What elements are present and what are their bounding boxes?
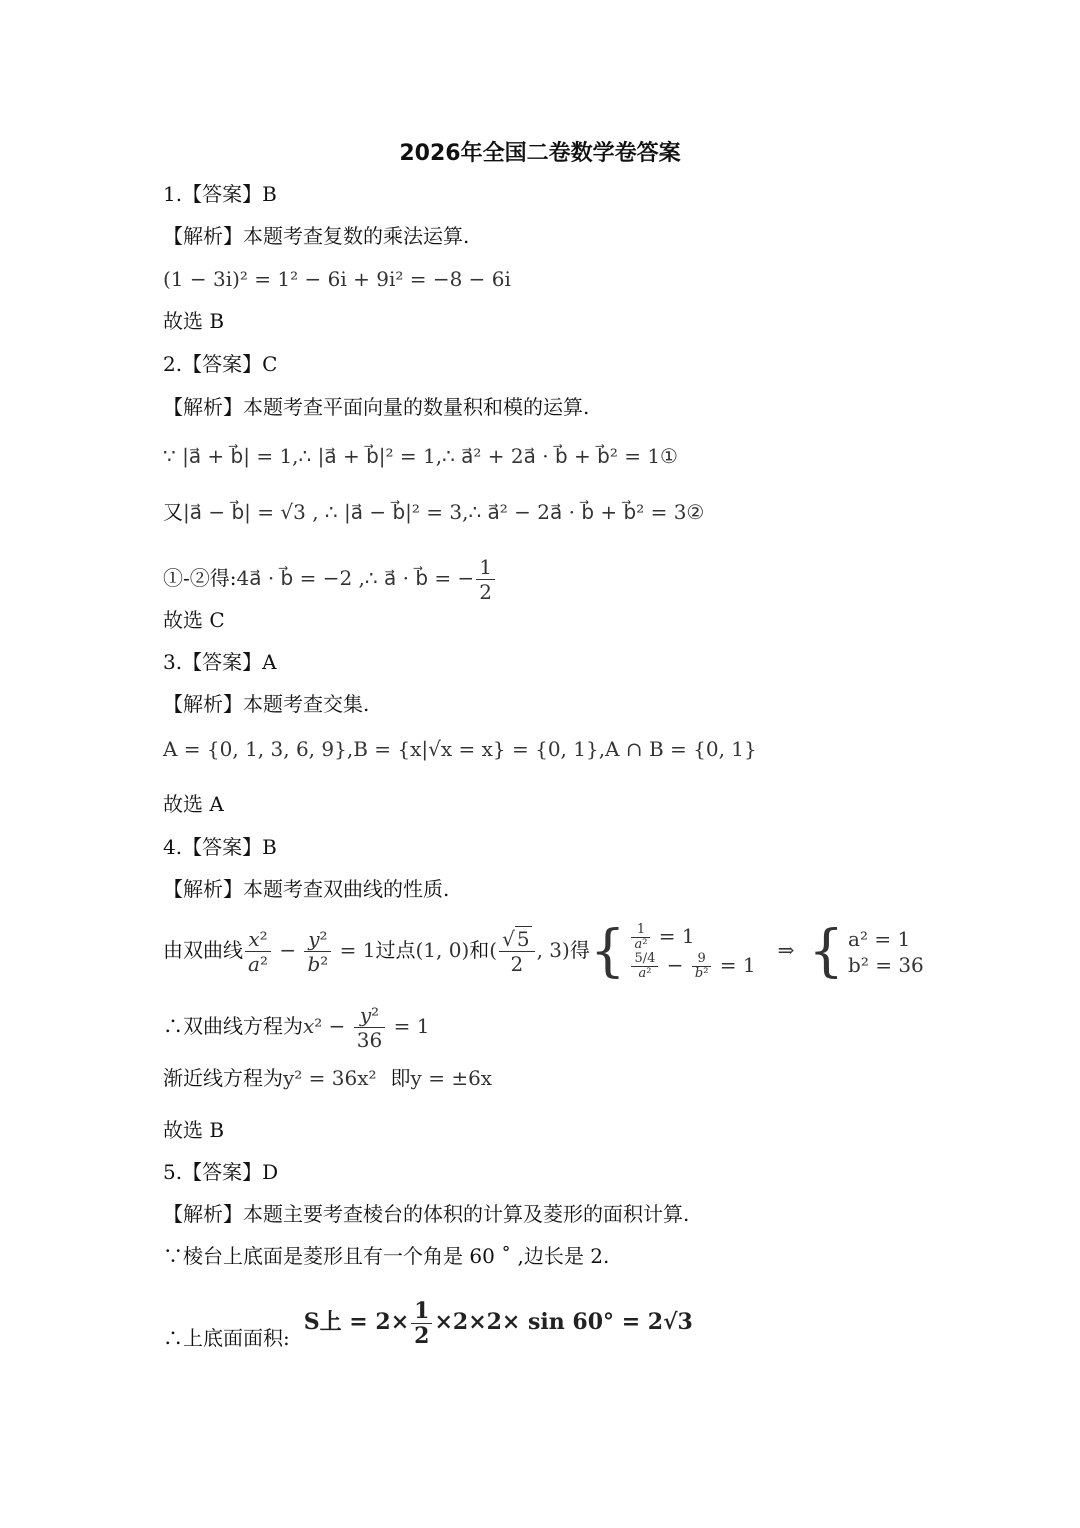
q1-conclusion: 故选 B bbox=[163, 309, 225, 333]
q4-frac-sqrt5-2: $\frac{√ 5}{2}$ bbox=[499, 927, 534, 976]
q2-line3-formula: 4a⃗ · b⃗ = −2 ,∴ a⃗ · b⃗ = − bbox=[236, 566, 475, 590]
q2-line3-prefix: ①-②得: bbox=[163, 566, 237, 590]
q2-frac-num: 1 bbox=[476, 555, 495, 580]
q4-system-left: $\frac{1}{\text{a²}}$ = 1 $\frac{5/4}{\text{a²}}$ − $\frac{9}{\text{b²}}$ = 1 bbox=[629, 923, 755, 981]
q4-answer: 4.【答案】B bbox=[163, 835, 277, 859]
q1-answer: 1.【答案】B bbox=[163, 182, 277, 206]
q4-asymptote-line bbox=[163, 1064, 492, 1092]
q5-area-formula-b: ×2×2× sin 60° = 2√3 bbox=[434, 1309, 693, 1335]
q5-area-formula-a: S上 = 2× bbox=[303, 1309, 410, 1335]
q2-line2-formula: |a⃗ − b⃗| = √3 , ∴ |a⃗ − b⃗|² = 3,∴ a⃗² − 2a⃗ · b⃗ + b⃗² = 3② bbox=[183, 500, 705, 524]
q4-frac-y2b2: $\frac{\text{y²}}{\text{b²}}$ bbox=[304, 927, 331, 976]
q1-analysis: 【解析】本题考查复数的乘法运算. bbox=[163, 224, 470, 248]
q3-analysis: 【解析】本题考查交集. bbox=[163, 692, 370, 716]
page-title: 2026年全国二卷数学卷答案 bbox=[399, 141, 681, 166]
q2-line1: ∵ |a⃗ + b⃗| = 1,∴ |a⃗ + b⃗|² = 1,∴ a⃗² + 2a⃗ · b⃗ + b⃗² = 1① bbox=[163, 444, 678, 468]
q4-asym-eq: y² = 36x² bbox=[283, 1066, 377, 1090]
q4-conclusion: 故选 B bbox=[163, 1118, 225, 1142]
q4-hyp-prefix: 由双曲线 bbox=[163, 938, 243, 962]
q2-line2 bbox=[163, 498, 704, 526]
q4-point1: (1, 0) bbox=[415, 938, 470, 962]
q2-conclusion: 故选 C bbox=[163, 608, 225, 632]
q2-line3 bbox=[163, 555, 497, 604]
q4-eq-prefix: ∴双曲线方程为 bbox=[163, 1014, 303, 1038]
q4-system-right bbox=[848, 926, 924, 978]
q2-line2-prefix: 又 bbox=[163, 500, 183, 524]
q4-equation-line: ∴双曲线方程为x² − $\frac{\text{y²}}{36}$ = 1 bbox=[163, 1003, 430, 1052]
q4-sys-b: b² = 36 bbox=[848, 952, 924, 977]
q3-conclusion: 故选 A bbox=[163, 792, 224, 816]
q4-asym-ie: 即 bbox=[390, 1066, 411, 1090]
q5-area-line bbox=[163, 1292, 693, 1368]
q2-half-fraction bbox=[476, 555, 495, 604]
q5-answer: 5.【答案】D bbox=[163, 1160, 279, 1184]
q4-hyperbola-line: 由双曲线 $\frac{\text{x²}}{\text{a²}}$ − $\frac{\text{y²}}{\text{b²}}$ = 1过点(1, 0)和( $\frac{√ 5}{2}$ , 3)得{ $\frac{1}{\text{a²}}$ = 1 $\frac{5/4}{\text{a²}}$ − $\frac{9}{\text{b²}}$ = 1 ⇒ { a² = 1 b² = 36 bbox=[163, 918, 924, 984]
q4-frac-x2a2: $\frac{\text{x²}}{\text{a²}}$ bbox=[245, 927, 271, 976]
q5-analysis: 【解析】本题主要考查棱台的体积的计算及菱形的面积计算. bbox=[163, 1202, 690, 1226]
q1-formula: (1 − 3i)² = 1² − 6i + 9i² = −8 − 6i bbox=[163, 267, 511, 291]
q4-hyp-pass: 过点 bbox=[375, 938, 416, 962]
q4-frac-y2-36: $\frac{\text{y²}}{36}$ bbox=[354, 1003, 385, 1052]
q4-asym-prefix: 渐近线方程为 bbox=[163, 1066, 283, 1090]
q3-answer: 3.【答案】A bbox=[163, 650, 277, 674]
q2-frac-den: 2 bbox=[479, 580, 492, 604]
q4-analysis: 【解析】本题考查双曲线的性质. bbox=[163, 877, 450, 901]
q2-analysis: 【解析】本题考查平面向量的数量积和模的运算. bbox=[163, 395, 590, 419]
q5-line1: ∵棱台上底面是菱形且有一个角是 60 ˚ ,边长是 2. bbox=[163, 1244, 610, 1268]
q4-asym-res: y = ±6x bbox=[410, 1066, 493, 1090]
q5-area-prefix: ∴上底面面积: bbox=[163, 1326, 290, 1350]
q2-answer: 2.【答案】C bbox=[163, 352, 278, 376]
q4-hyp-get: 得 bbox=[569, 938, 590, 962]
q5-frac-half: $\frac{1}{2}$ bbox=[411, 1299, 432, 1348]
q3-formula: A = {0, 1, 3, 6, 9},B = {x|√x = x} = {0, 1},A ∩ B = {0, 1} bbox=[163, 737, 757, 761]
q4-hyp-and: 和 bbox=[469, 938, 490, 962]
q4-sys-a: a² = 1 bbox=[848, 926, 911, 951]
